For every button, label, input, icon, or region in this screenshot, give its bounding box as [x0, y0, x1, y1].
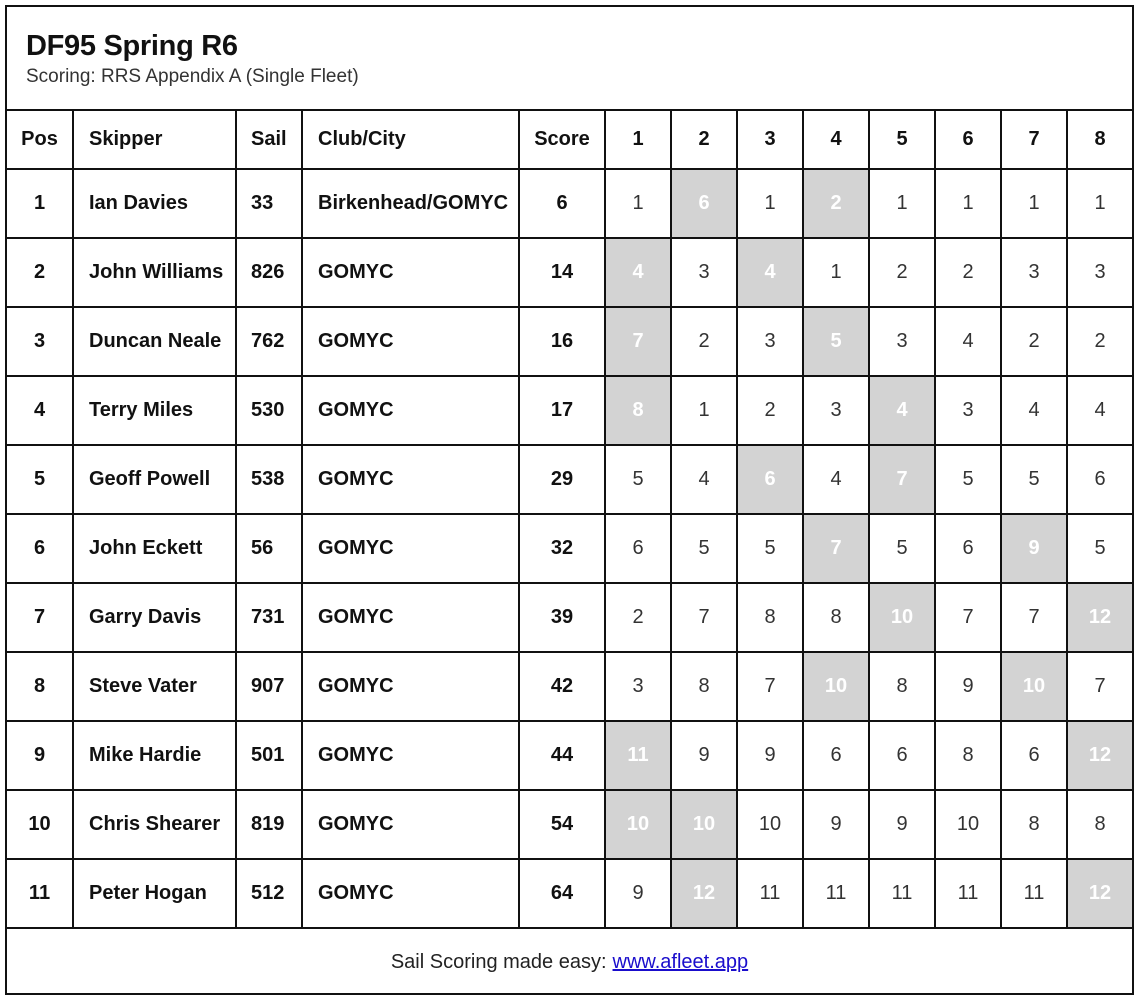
row-club: GOMYC — [302, 307, 519, 376]
page-title: DF95 Spring R6 — [26, 30, 238, 62]
table-row — [7, 445, 1132, 514]
table-row — [7, 652, 1132, 721]
row-skipper: Mike Hardie — [73, 721, 236, 790]
race-result: 1 — [869, 169, 935, 238]
race-result-discarded: 12 — [671, 859, 737, 928]
race-result-discarded: 10 — [1001, 652, 1067, 721]
race-result: 5 — [605, 445, 671, 514]
row-club: GOMYC — [302, 721, 519, 790]
race-result: 3 — [869, 307, 935, 376]
row-skipper: John Williams — [73, 238, 236, 307]
row-sail: 819 — [236, 790, 302, 859]
row-sail: 826 — [236, 238, 302, 307]
row-score: 39 — [519, 583, 605, 652]
race-result: 9 — [605, 859, 671, 928]
race-result-discarded: 7 — [803, 514, 869, 583]
race-result: 5 — [935, 445, 1001, 514]
race-result: 3 — [1001, 238, 1067, 307]
race-result: 8 — [935, 721, 1001, 790]
race-result-discarded: 10 — [605, 790, 671, 859]
row-sail: 501 — [236, 721, 302, 790]
race-result: 3 — [935, 376, 1001, 445]
race-result: 4 — [1067, 376, 1132, 445]
row-pos: 11 — [7, 859, 73, 928]
race-result-discarded: 2 — [803, 169, 869, 238]
col-header-sail: Sail — [236, 111, 302, 169]
race-result: 10 — [737, 790, 803, 859]
afleet-link[interactable]: www.afleet.app — [612, 950, 749, 973]
col-header-race-1: 1 — [605, 111, 671, 169]
table-row — [7, 721, 1132, 790]
race-result: 4 — [1001, 376, 1067, 445]
race-result: 7 — [935, 583, 1001, 652]
race-result: 4 — [671, 445, 737, 514]
race-result: 1 — [1001, 169, 1067, 238]
row-score: 6 — [519, 169, 605, 238]
table-row — [7, 169, 1132, 238]
race-result: 4 — [803, 445, 869, 514]
results-table — [7, 111, 1132, 929]
race-result: 9 — [869, 790, 935, 859]
table-row — [7, 859, 1132, 928]
race-result: 9 — [671, 721, 737, 790]
row-pos: 8 — [7, 652, 73, 721]
race-result: 6 — [803, 721, 869, 790]
race-result: 8 — [869, 652, 935, 721]
race-result-discarded: 10 — [803, 652, 869, 721]
row-skipper: Ian Davies — [73, 169, 236, 238]
race-result: 3 — [1067, 238, 1132, 307]
row-score: 29 — [519, 445, 605, 514]
col-header-race-7: 7 — [1001, 111, 1067, 169]
race-result-discarded: 4 — [737, 238, 803, 307]
race-result: 9 — [803, 790, 869, 859]
race-result-discarded: 10 — [671, 790, 737, 859]
row-score: 32 — [519, 514, 605, 583]
table-row — [7, 238, 1132, 307]
race-result: 3 — [605, 652, 671, 721]
table-row — [7, 790, 1132, 859]
row-pos: 7 — [7, 583, 73, 652]
row-club: GOMYC — [302, 376, 519, 445]
race-result: 7 — [671, 583, 737, 652]
row-sail: 33 — [236, 169, 302, 238]
table-row — [7, 583, 1132, 652]
race-result: 7 — [1001, 583, 1067, 652]
table-row — [7, 376, 1132, 445]
footer-text: Sail Scoring made easy: — [390, 950, 607, 973]
footer — [7, 929, 1132, 995]
row-club: GOMYC — [302, 652, 519, 721]
row-pos: 1 — [7, 169, 73, 238]
results-body — [7, 169, 1132, 928]
race-result: 7 — [1067, 652, 1132, 721]
race-result: 5 — [737, 514, 803, 583]
col-header-race-2: 2 — [671, 111, 737, 169]
row-skipper: Terry Miles — [73, 376, 236, 445]
row-score: 64 — [519, 859, 605, 928]
row-sail: 512 — [236, 859, 302, 928]
row-pos: 9 — [7, 721, 73, 790]
row-skipper: Steve Vater — [73, 652, 236, 721]
col-header-race-6: 6 — [935, 111, 1001, 169]
row-club: GOMYC — [302, 238, 519, 307]
scoring-subtitle: Scoring: RRS Appendix A (Single Fleet) — [26, 66, 359, 87]
race-result: 1 — [803, 238, 869, 307]
race-result: 5 — [1001, 445, 1067, 514]
col-header-race-8: 8 — [1067, 111, 1132, 169]
race-result: 10 — [935, 790, 1001, 859]
race-result: 5 — [869, 514, 935, 583]
row-score: 17 — [519, 376, 605, 445]
row-score: 42 — [519, 652, 605, 721]
race-result-discarded: 6 — [671, 169, 737, 238]
race-result: 8 — [671, 652, 737, 721]
row-pos: 4 — [7, 376, 73, 445]
col-header-skipper: Skipper — [73, 111, 236, 169]
race-result: 5 — [671, 514, 737, 583]
row-club: GOMYC — [302, 514, 519, 583]
race-result: 2 — [869, 238, 935, 307]
row-skipper: Peter Hogan — [73, 859, 236, 928]
row-sail: 731 — [236, 583, 302, 652]
race-result: 8 — [1001, 790, 1067, 859]
race-result: 11 — [935, 859, 1001, 928]
race-result: 1 — [671, 376, 737, 445]
race-result: 2 — [605, 583, 671, 652]
col-header-club: Club/City — [302, 111, 519, 169]
race-result-discarded: 7 — [869, 445, 935, 514]
row-skipper: Geoff Powell — [73, 445, 236, 514]
race-result: 6 — [605, 514, 671, 583]
row-skipper: Chris Shearer — [73, 790, 236, 859]
col-header-score: Score — [519, 111, 605, 169]
race-result: 2 — [1067, 307, 1132, 376]
row-sail: 762 — [236, 307, 302, 376]
race-result-discarded: 10 — [869, 583, 935, 652]
col-header-race-4: 4 — [803, 111, 869, 169]
race-result-discarded: 9 — [1001, 514, 1067, 583]
race-result-discarded: 6 — [737, 445, 803, 514]
race-result-discarded: 5 — [803, 307, 869, 376]
race-result-discarded: 11 — [605, 721, 671, 790]
table-row — [7, 514, 1132, 583]
race-result: 9 — [935, 652, 1001, 721]
header-row — [7, 111, 1132, 169]
row-pos: 10 — [7, 790, 73, 859]
race-result: 4 — [935, 307, 1001, 376]
race-result: 6 — [869, 721, 935, 790]
row-score: 16 — [519, 307, 605, 376]
row-skipper: Garry Davis — [73, 583, 236, 652]
race-result: 5 — [1067, 514, 1132, 583]
row-score: 54 — [519, 790, 605, 859]
sheet-header — [7, 7, 1132, 111]
race-result-discarded: 4 — [605, 238, 671, 307]
race-result: 6 — [1001, 721, 1067, 790]
row-pos: 3 — [7, 307, 73, 376]
row-sail: 538 — [236, 445, 302, 514]
race-result: 6 — [1067, 445, 1132, 514]
race-result: 7 — [737, 652, 803, 721]
race-result: 8 — [1067, 790, 1132, 859]
col-header-pos: Pos — [7, 111, 73, 169]
row-club: GOMYC — [302, 445, 519, 514]
row-club: Birkenhead/GOMYC — [302, 169, 519, 238]
race-result-discarded: 4 — [869, 376, 935, 445]
race-result-discarded: 12 — [1067, 721, 1132, 790]
race-result: 3 — [803, 376, 869, 445]
results-sheet — [5, 5, 1134, 995]
row-pos: 5 — [7, 445, 73, 514]
row-pos: 6 — [7, 514, 73, 583]
row-club: GOMYC — [302, 583, 519, 652]
race-result: 3 — [671, 238, 737, 307]
race-result: 2 — [737, 376, 803, 445]
race-result: 6 — [935, 514, 1001, 583]
race-result: 2 — [671, 307, 737, 376]
race-result-discarded: 12 — [1067, 859, 1132, 928]
row-pos: 2 — [7, 238, 73, 307]
race-result: 8 — [737, 583, 803, 652]
row-sail: 56 — [236, 514, 302, 583]
race-result: 11 — [737, 859, 803, 928]
race-result: 8 — [803, 583, 869, 652]
table-row — [7, 307, 1132, 376]
race-result: 11 — [869, 859, 935, 928]
row-score: 44 — [519, 721, 605, 790]
race-result: 2 — [1001, 307, 1067, 376]
race-result: 11 — [803, 859, 869, 928]
race-result: 1 — [935, 169, 1001, 238]
race-result: 2 — [935, 238, 1001, 307]
race-result: 1 — [1067, 169, 1132, 238]
row-skipper: John Eckett — [73, 514, 236, 583]
race-result: 3 — [737, 307, 803, 376]
race-result-discarded: 7 — [605, 307, 671, 376]
race-result: 9 — [737, 721, 803, 790]
race-result-discarded: 12 — [1067, 583, 1132, 652]
race-result: 11 — [1001, 859, 1067, 928]
col-header-race-3: 3 — [737, 111, 803, 169]
race-result-discarded: 8 — [605, 376, 671, 445]
col-header-race-5: 5 — [869, 111, 935, 169]
row-sail: 530 — [236, 376, 302, 445]
row-sail: 907 — [236, 652, 302, 721]
row-score: 14 — [519, 238, 605, 307]
race-result: 1 — [605, 169, 671, 238]
race-result: 1 — [737, 169, 803, 238]
row-club: GOMYC — [302, 790, 519, 859]
row-skipper: Duncan Neale — [73, 307, 236, 376]
row-club: GOMYC — [302, 859, 519, 928]
